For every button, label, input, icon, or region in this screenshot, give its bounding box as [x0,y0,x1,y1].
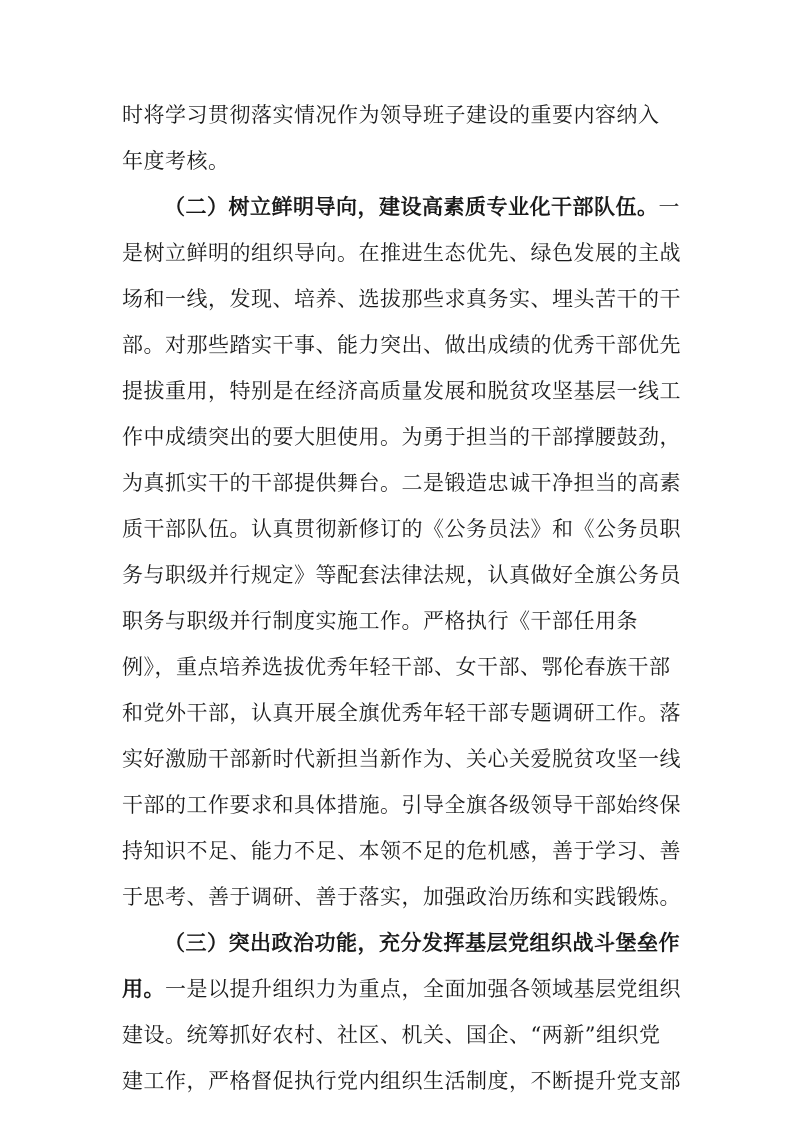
paragraph-line: 务与职级并行规定》等配套法律法规，认真做好全旗公务员 [122,563,681,587]
paragraph-line: 质干部队伍。认真贯彻新修订的《公务员法》和《公务员职 [122,517,681,541]
paragraph-line: 例》，重点培养选拔优秀年轻干部、女干部、鄂伦春族干部 [122,655,671,679]
paragraph-line: 为真抓实干的干部提供舞台。二是锻造忠诚干净担当的高素 [122,471,681,495]
paragraph-line: 建工作，严格督促执行党内组织生活制度，不断提升党支部 [122,1069,681,1093]
section-heading-line [122,184,682,230]
paragraph-line: 和党外干部，认真开展全旗优秀年轻干部专题调研工作。落 [122,701,681,725]
section-heading-line [122,966,682,1012]
paragraph-text: 一 [658,195,680,219]
paragraph-line: 作中成绩突出的要大胆使用。为勇于担当的干部撑腰鼓劲， [122,425,681,449]
section-heading: 用。 [122,976,165,1001]
paragraph-line: 是树立鲜明的组织导向。在推进生态优先、绿色发展的主战 [122,241,681,265]
paragraph-line: 干部的工作要求和具体措施。引导全旗各级领导干部始终保 [122,793,681,817]
paragraph-line: 时将学习贯彻落实情况作为领导班子建设的重要内容纳入 [122,103,660,127]
section-heading: （三）突出政治功能，充分发挥基层党组织战斗堡垒作 [164,930,680,955]
paragraph-line: 建设。统筹抓好农村、社区、机关、国企、“两新”组织党 [122,1023,661,1047]
paragraph-line: 职务与职级并行制度实施工作。严格执行《干部任用条 [122,609,638,633]
paragraph-line: 提拔重用，特别是在经济高质量发展和脱贫攻坚基层一线工 [122,379,681,403]
document-body [122,92,682,1104]
paragraph-line: 实好激励干部新时代新担当新作为、关心关爱脱贫攻坚一线 [122,747,681,771]
paragraph-line: 持知识不足、能力不足、本领不足的危机感，善于学习、善 [122,839,681,863]
section-heading: （二）树立鲜明导向，建设高素质专业化干部队伍。 [164,194,659,219]
paragraph-line: 年度考核。 [122,149,230,173]
paragraph-line: 部。对那些踏实干事、能力突出、做出成绩的优秀干部优先 [122,333,681,357]
paragraph-text: 一是以提升组织力为重点，全面加强各领域基层党组织 [165,977,681,1001]
paragraph-line: 于思考、善于调研、善于落实，加强政治历练和实践锻炼。 [122,885,681,909]
paragraph-line: 场和一线，发现、培养、选拔那些求真务实、埋头苦干的干 [122,287,681,311]
